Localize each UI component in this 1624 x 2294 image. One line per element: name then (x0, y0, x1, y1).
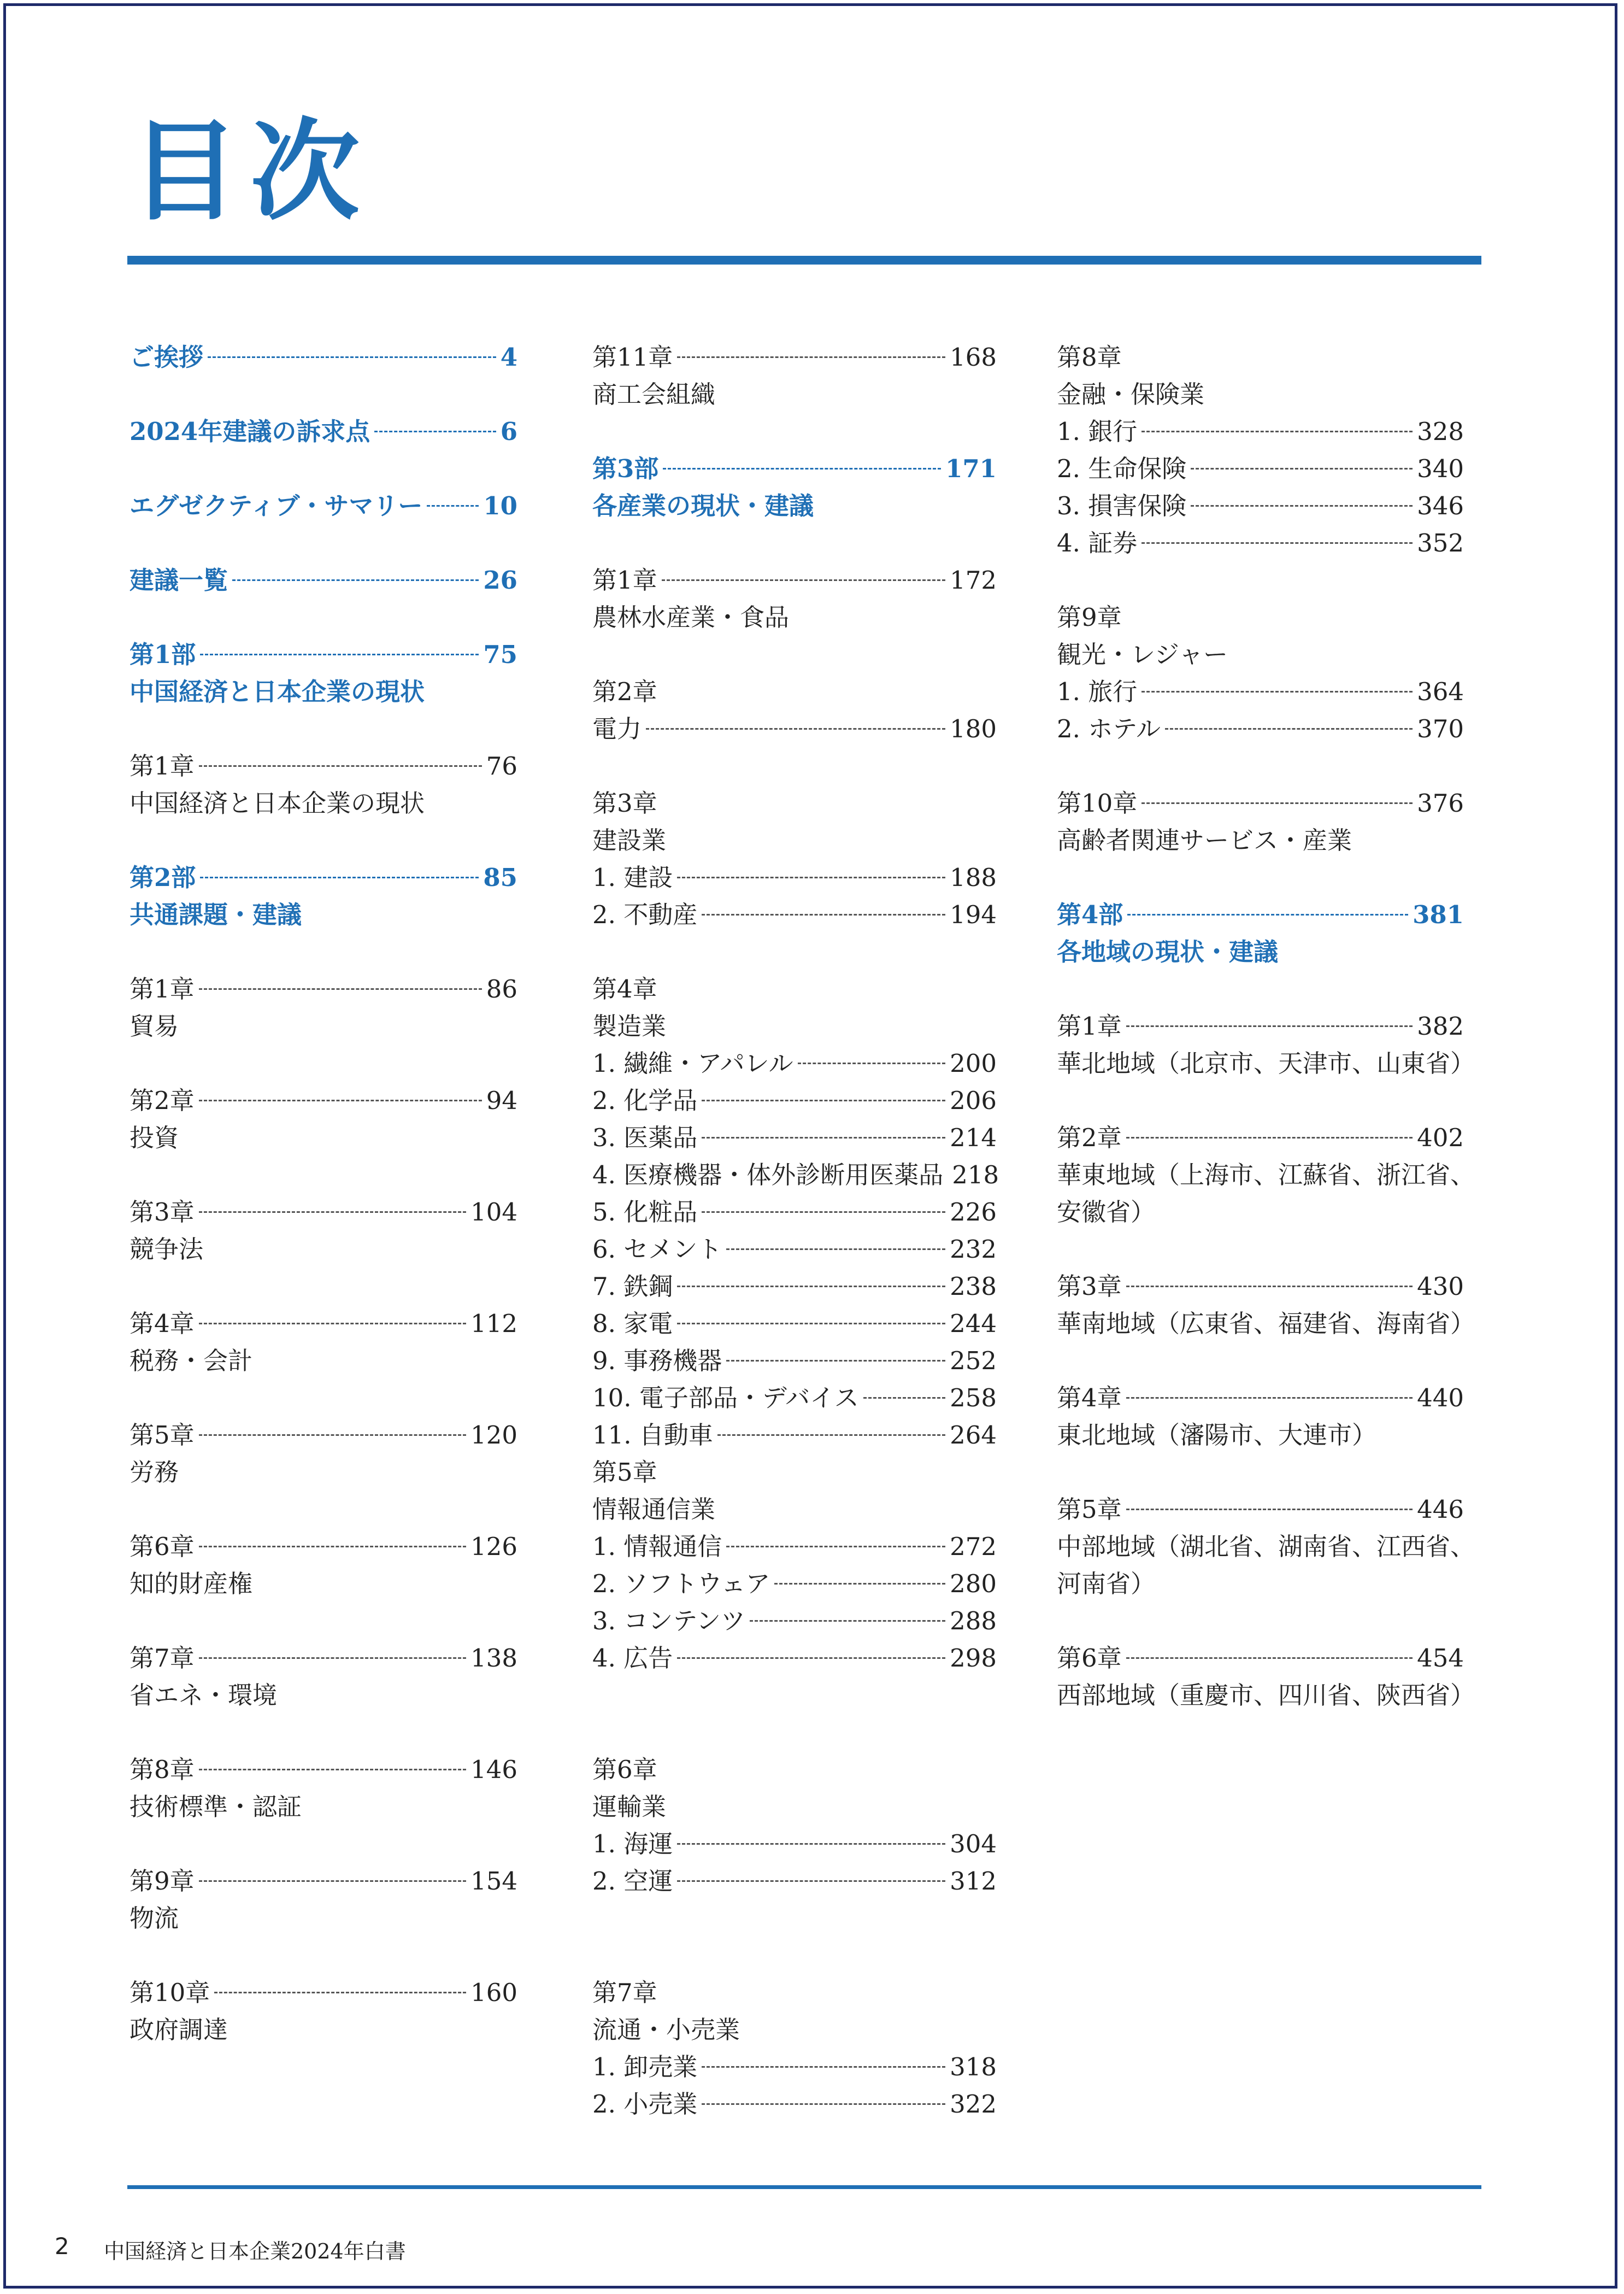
toc-chapter-entry[interactable]: 第8章 146 技術標準・認証 (130, 1751, 517, 1826)
dot-leader (677, 1880, 945, 1882)
dot-leader (677, 877, 945, 878)
toc-item[interactable]: 7. 鉄鋼 238 (592, 1268, 997, 1305)
chapter-heading: 第4章 (592, 975, 657, 1004)
page-number: 352 (1417, 529, 1464, 558)
dot-leader (726, 1248, 945, 1250)
page-number: 194 (950, 900, 997, 929)
toc-chapter-entry[interactable]: 第5章 120 労務 (130, 1417, 517, 1491)
toc-item[interactable]: 2. ソフトウェア 280 (592, 1565, 997, 1603)
page-number: 312 (950, 1867, 997, 1896)
page-number: 206 (950, 1086, 997, 1115)
page-number: 214 (950, 1123, 997, 1152)
chapter-title: 物流 (130, 1904, 179, 1933)
footer-rule (127, 2185, 1481, 2189)
page-number: 298 (950, 1644, 997, 1673)
chapter-title: 情報通信業 (592, 1495, 716, 1524)
dot-leader (663, 468, 941, 470)
chapter-heading: 第6章 (592, 1755, 657, 1784)
toc-chapter-group (1057, 339, 1464, 562)
dot-leader (677, 1843, 945, 1845)
toc-item[interactable]: 1. 旅行 364 (1057, 673, 1464, 711)
chapter-title: 東北地域（瀋陽市、大連市） (1057, 1421, 1377, 1450)
page-number: 381 (1413, 900, 1464, 929)
page-number: 454 (1417, 1644, 1464, 1673)
page-number: 226 (950, 1198, 997, 1227)
toc-item[interactable]: 1. 海運 304 (592, 1826, 997, 1863)
chapter-title: 技術標準・認証 (130, 1792, 302, 1821)
page-number: 138 (470, 1644, 517, 1673)
dot-leader (1165, 728, 1413, 730)
toc-item[interactable]: 2. 小売業 322 (592, 2086, 997, 2123)
dot-leader (232, 579, 479, 581)
dot-leader (199, 1880, 466, 1882)
page-number: 252 (950, 1346, 997, 1375)
dot-leader (677, 356, 945, 358)
dot-leader (199, 1657, 466, 1659)
page-number: 328 (1417, 417, 1464, 446)
page-number: 171 (945, 454, 997, 483)
page-number: 244 (950, 1309, 997, 1338)
toc-item[interactable]: 8. 家電 244 (592, 1305, 997, 1342)
chapter-title: 貿易 (130, 1012, 179, 1041)
dot-leader (702, 1137, 945, 1139)
toc-chapter-entry[interactable]: 第10章 376 高齢者関連サービス・産業 (1057, 785, 1464, 859)
page-number: 160 (470, 1978, 517, 2007)
chapter-title-continued: 安徽省） (1057, 1198, 1156, 1227)
dot-leader (677, 1286, 945, 1287)
page-number: 26 (483, 566, 517, 595)
chapter-title: 競争法 (130, 1235, 204, 1264)
toc-item[interactable]: 1. 建設 188 (592, 859, 997, 896)
chapter-title: 商工会組織 (592, 380, 716, 409)
page-number: 376 (1417, 789, 1464, 818)
page-number: 382 (1417, 1012, 1464, 1041)
chapter-title: 政府調達 (130, 2015, 228, 2044)
chapter-title: 華南地域（広東省、福建省、海南省） (1057, 1309, 1475, 1338)
toc-chapter-entry[interactable]: 第10章 160 政府調達 (130, 1974, 517, 2049)
toc-item[interactable]: 4. 医療機器・体外診断用医薬品 218 (592, 1157, 997, 1194)
toc-chapter-entry[interactable]: 第9章 154 物流 (130, 1863, 517, 1937)
dot-leader (214, 1992, 466, 1993)
dot-leader (199, 1100, 482, 1101)
dot-leader (677, 1323, 945, 1324)
dot-leader (208, 356, 496, 358)
dot-leader (702, 2066, 945, 2068)
page-number: 85 (483, 863, 517, 892)
title-rule (127, 256, 1481, 265)
dot-leader (199, 1323, 466, 1324)
toc-item[interactable]: 2. 化学品 206 (592, 1082, 997, 1119)
toc-item[interactable]: 3. 医薬品 214 (592, 1119, 997, 1157)
page-number: 280 (950, 1569, 997, 1598)
dot-leader (1127, 914, 1408, 916)
dot-leader (702, 914, 945, 916)
dot-leader (702, 2103, 945, 2105)
toc-item[interactable]: 10. 電子部品・デバイス 258 (592, 1380, 997, 1417)
page-number: 180 (950, 714, 997, 743)
toc-entry[interactable]: 2024年建議の訴求点 6 (130, 413, 517, 450)
page-number: 370 (1417, 714, 1464, 743)
dot-leader (774, 1583, 945, 1585)
toc-chapter-entry[interactable]: 第2章 402 華東地域（上海市、江蘇省、浙江省、 安徽省） (1057, 1119, 1464, 1231)
page-title: 目次 (130, 108, 371, 236)
chapter-title: 西部地域（重慶市、四川省、陝西省） (1057, 1681, 1475, 1710)
dot-leader (199, 1434, 466, 1436)
chapter-heading: 第2章 (592, 677, 657, 706)
dot-leader (200, 877, 479, 878)
page-number: 4 (500, 343, 517, 372)
dot-leader (1191, 468, 1413, 470)
dot-leader (199, 1546, 466, 1547)
toc-chapter-group (592, 1974, 997, 2123)
toc-chapter-group (592, 785, 997, 934)
toc-item[interactable]: 1. 銀行 328 (1057, 413, 1464, 450)
chapter-title: 省エネ・環境 (130, 1681, 278, 1710)
page-number: 126 (470, 1532, 517, 1561)
page-number: 304 (950, 1829, 997, 1858)
page-number: 346 (1417, 491, 1464, 520)
toc-item[interactable]: 4. 広告 298 (592, 1640, 997, 1677)
toc-item[interactable]: 2. 生命保険 340 (1057, 450, 1464, 488)
chapter-title: 流通・小売業 (592, 2015, 740, 2044)
chapter-title: 建設業 (592, 826, 667, 855)
page-number: 264 (950, 1421, 997, 1450)
chapter-title: 中国経済と日本企業の現状 (130, 789, 425, 818)
toc-chapter-entry[interactable]: 第6章 454 西部地域（重慶市、四川省、陝西省） (1057, 1640, 1464, 1714)
page-number: 272 (950, 1532, 997, 1561)
part-title: 各産業の現状・建議 (592, 491, 814, 520)
toc-item[interactable]: 2. ホテル 370 (1057, 711, 1464, 748)
chapter-title: 知的財産権 (130, 1569, 253, 1598)
toc-chapter-entry[interactable]: 第4章 440 東北地域（瀋陽市、大連市） (1057, 1380, 1464, 1454)
page-number: 440 (1417, 1383, 1464, 1412)
toc-chapter-group (1057, 599, 1464, 748)
toc-chapter-entry[interactable]: 第3章 104 競争法 (130, 1194, 517, 1268)
page-number: 146 (470, 1755, 517, 1784)
dot-leader (702, 1100, 945, 1101)
toc-entry[interactable]: 建議一覧 26 (130, 562, 517, 599)
page-number: 322 (950, 2090, 997, 2119)
chapter-heading: 第7章 (592, 1978, 657, 2007)
toc-item[interactable]: 11. 自動車 264 (592, 1417, 997, 1454)
toc-item[interactable]: 9. 事務機器 252 (592, 1342, 997, 1380)
page-number: 218 (952, 1160, 999, 1189)
toc-chapter-entry[interactable]: 第7章 138 省エネ・環境 (130, 1640, 517, 1714)
page-number: 340 (1417, 454, 1464, 483)
chapter-title: 観光・レジャー (1057, 640, 1228, 669)
dot-leader (1126, 1025, 1413, 1027)
page-number: 10 (483, 491, 517, 520)
dot-leader (1126, 1137, 1413, 1139)
toc-part-entry[interactable]: 第2部 85 共通課題・建議 (130, 859, 517, 934)
toc-chapter-entry[interactable]: 第1章 76 中国経済と日本企業の現状 (130, 748, 517, 822)
dot-leader (1141, 542, 1413, 544)
toc-item[interactable]: 3. コンテンツ 288 (592, 1603, 997, 1640)
page-number: 94 (486, 1086, 517, 1115)
chapter-heading: 第3章 (592, 789, 657, 818)
chapter-title: 投資 (130, 1123, 179, 1152)
toc-item[interactable]: 1. 情報通信 272 (592, 1528, 997, 1565)
toc-chapter-entry[interactable]: 第4章 112 税務・会計 (130, 1305, 517, 1380)
footer-page-number: 2 (55, 2233, 69, 2260)
page-number: 172 (950, 566, 997, 595)
toc-chapter-entry[interactable]: 第2章 94 投資 (130, 1082, 517, 1157)
dot-leader (677, 1657, 945, 1659)
dot-leader (427, 505, 479, 507)
chapter-heading: 第5章 (592, 1458, 657, 1487)
page-number: 318 (950, 2052, 997, 2081)
chapter-title: 労務 (130, 1458, 179, 1487)
toc-item[interactable]: 1. 繊維・アパレル 200 (592, 1045, 997, 1082)
toc-item[interactable]: 2. 空運 312 (592, 1863, 997, 1900)
chapter-heading: 第9章 (1057, 603, 1122, 632)
page-number: 258 (950, 1383, 997, 1412)
toc-chapter-group (592, 1751, 997, 1900)
toc-item[interactable]: 2. 不動産 194 (592, 896, 997, 934)
toc-item[interactable]: 5. 化粧品 226 (592, 1194, 997, 1231)
toc-chapter-entry[interactable]: 第3章 430 華南地域（広東省、福建省、海南省） (1057, 1268, 1464, 1342)
toc-chapter-entry[interactable]: 第2章 電力 180 (592, 673, 997, 748)
page-number: 402 (1417, 1123, 1464, 1152)
toc-chapter-entry[interactable]: 第1章 86 貿易 (130, 971, 517, 1045)
page-number: 75 (483, 640, 517, 669)
toc-part-entry[interactable]: 第1部 75 中国経済と日本企業の現状 (130, 636, 517, 711)
toc-entry[interactable]: エグゼクティブ・サマリー 10 (130, 488, 517, 525)
chapter-title: 高齢者関連サービス・産業 (1057, 826, 1352, 855)
part-title: 共通課題・建議 (130, 900, 302, 929)
dot-leader (374, 431, 496, 432)
chapter-title: 華東地域（上海市、江蘇省、浙江省、 (1057, 1160, 1475, 1189)
page-number: 238 (950, 1272, 997, 1301)
dot-leader (726, 1360, 945, 1362)
dot-leader (702, 1211, 945, 1213)
page-number: 446 (1417, 1495, 1464, 1524)
part-title: 各地域の現状・建議 (1057, 937, 1279, 966)
page-number: 76 (486, 752, 517, 781)
toc-item[interactable]: 3. 損害保険 346 (1057, 488, 1464, 525)
dot-leader (199, 1769, 466, 1770)
page-number: 188 (950, 863, 997, 892)
dot-leader (798, 1063, 946, 1064)
dot-leader (1126, 1657, 1413, 1659)
dot-leader (1141, 802, 1413, 804)
chapter-title: 製造業 (592, 1012, 667, 1041)
toc-part-entry[interactable]: 第3部 171 各産業の現状・建議 (592, 450, 997, 525)
page-number: 104 (470, 1198, 517, 1227)
chapter-title: 農林水産業・食品 (592, 603, 790, 632)
dot-leader (726, 1546, 945, 1547)
dot-leader (662, 579, 945, 581)
dot-leader (199, 988, 482, 990)
dot-leader (646, 728, 945, 730)
dot-leader (1126, 1509, 1413, 1510)
page-number: 364 (1417, 677, 1464, 706)
dot-leader (1126, 1286, 1413, 1287)
page-number: 154 (470, 1867, 517, 1896)
toc-chapter-entry[interactable]: 第11章 168 商工会組織 (592, 339, 997, 413)
dot-leader (1141, 691, 1413, 693)
dot-leader (1126, 1397, 1413, 1399)
chapter-title: 税務・会計 (130, 1346, 253, 1375)
chapter-title: 運輸業 (592, 1792, 667, 1821)
toc-entry[interactable]: ご挨拶 4 (130, 339, 517, 376)
dot-leader (1141, 431, 1413, 432)
chapter-title-continued: 河南省） (1057, 1569, 1156, 1598)
page-number: 200 (950, 1049, 997, 1078)
chapter-title: 中部地域（湖北省、湖南省、江西省、 (1057, 1532, 1475, 1561)
chapter-heading: 第8章 (1057, 343, 1122, 372)
page-number: 430 (1417, 1272, 1464, 1301)
toc-item[interactable]: 4. 証券 352 (1057, 525, 1464, 562)
dot-leader (200, 654, 479, 655)
page-number: 120 (470, 1421, 517, 1450)
toc-chapter-group (592, 971, 997, 1454)
dot-leader (199, 1211, 466, 1213)
page-number: 86 (486, 975, 517, 1004)
toc-chapter-entry[interactable]: 第6章 126 知的財産権 (130, 1528, 517, 1603)
footer-publication-title: 中国経済と日本企業2024年白書 (104, 2239, 406, 2263)
dot-leader (199, 765, 482, 767)
toc-chapter-entry[interactable]: 第5章 446 中部地域（湖北省、湖南省、江西省、 河南省） (1057, 1491, 1464, 1603)
toc-part-entry[interactable]: 第4部 381 各地域の現状・建議 (1057, 896, 1464, 971)
dot-leader (863, 1397, 945, 1399)
dot-leader (717, 1434, 945, 1436)
dot-leader (750, 1620, 945, 1622)
page-number: 288 (950, 1606, 997, 1635)
toc-chapter-group (592, 1454, 997, 1677)
toc-item[interactable]: 6. セメント 232 (592, 1231, 997, 1268)
toc-chapter-entry[interactable]: 第1章 382 華北地域（北京市、天津市、山東省） (1057, 1008, 1464, 1082)
chapter-title: 華北地域（北京市、天津市、山東省） (1057, 1049, 1475, 1078)
part-title: 中国経済と日本企業の現状 (130, 677, 425, 706)
toc-chapter-entry[interactable]: 第1章 172 農林水産業・食品 (592, 562, 997, 636)
toc-item[interactable]: 1. 卸売業 318 (592, 2049, 997, 2086)
chapter-title: 金融・保険業 (1057, 380, 1205, 409)
page-number: 6 (500, 417, 517, 446)
page-number: 168 (950, 343, 997, 372)
page-number: 232 (950, 1235, 997, 1264)
page-number: 112 (470, 1309, 517, 1338)
dot-leader (1191, 505, 1413, 507)
